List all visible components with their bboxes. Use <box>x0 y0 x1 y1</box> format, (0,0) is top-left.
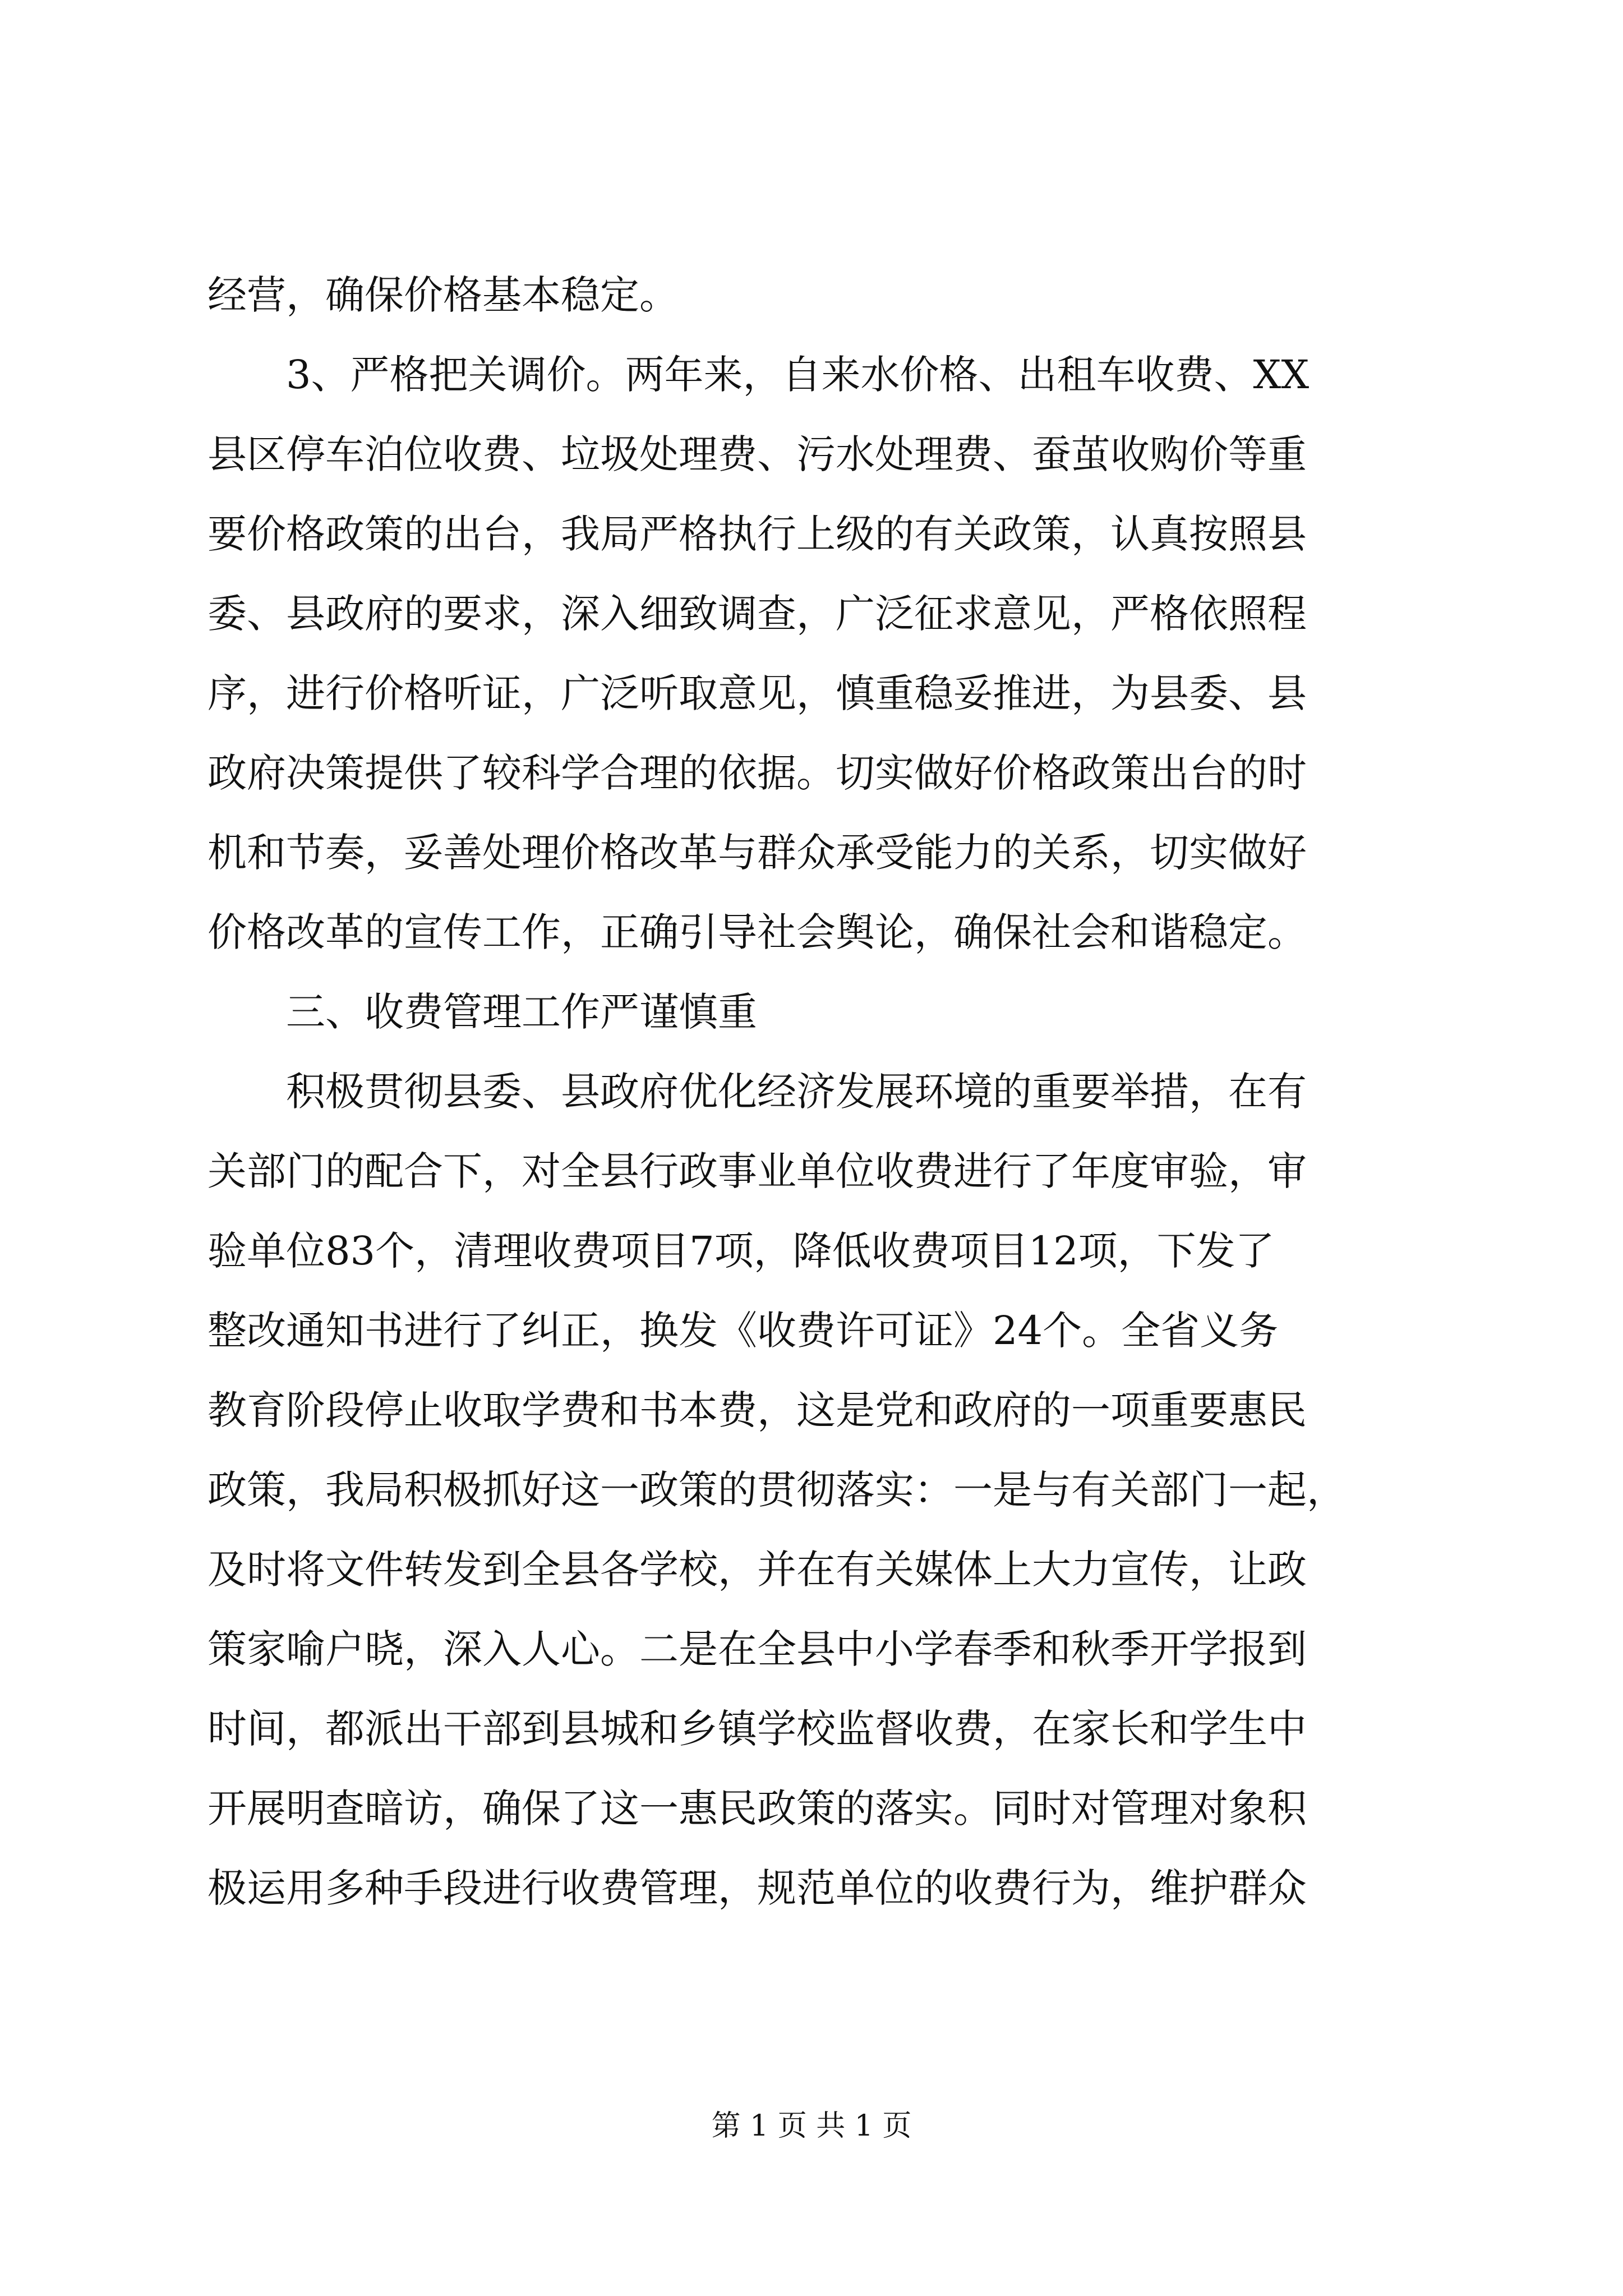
paragraph-line: 政府决策提供了较科学合理的依据。切实做好价格政策出台的时 <box>208 750 1307 796</box>
section-heading: 三、收费管理工作严谨慎重 <box>286 989 757 1035</box>
page-number-footer: 第 1 页 共 1 页 <box>711 2109 912 2143</box>
paragraph-line: 关部门的配合下，对全县行政事业单位收费进行了年度审验，审 <box>208 1148 1307 1194</box>
paragraph-line: 序，进行价格听证，广泛听取意见，慎重稳妥推进，为县委、县 <box>208 670 1307 716</box>
paragraph-line: 验单位83个，清理收费项目7项，降低收费项目12项，下发了 <box>208 1228 1275 1274</box>
paragraph-line: 教育阶段停止收取学费和书本费，这是党和政府的一项重要惠民 <box>208 1387 1307 1433</box>
paragraph-line: 价格改革的宣传工作，正确引导社会舆论，确保社会和谐稳定。 <box>208 909 1307 955</box>
paragraph-line: 要价格政策的出台，我局严格执行上级的有关政策，认真按照县 <box>208 511 1307 557</box>
paragraph-line: 政策，我局积极抓好这一政策的贯彻落实：一是与有关部门一起， <box>208 1467 1346 1513</box>
paragraph-line: 整改通知书进行了纠正，换发《收费许可证》24个。全省义务 <box>208 1308 1279 1354</box>
paragraph-line: 机和节奏，妥善处理价格改革与群众承受能力的关系，切实做好 <box>208 830 1307 876</box>
paragraph-line: 县区停车泊位收费、垃圾处理费、污水处理费、蚕茧收购价等重 <box>208 431 1307 477</box>
paragraph-line: 及时将文件转发到全县各学校，并在有关媒体上大力宣传，让政 <box>208 1547 1307 1593</box>
paragraph-line: 积极贯彻县委、县政府优化经济发展环境的重要举措，在有 <box>286 1069 1307 1115</box>
paragraph-line: 3、严格把关调价。两年来，自来水价格、出租车收费、XX <box>286 352 1310 398</box>
paragraph-line: 委、县政府的要求，深入细致调查，广泛征求意见，严格依照程 <box>208 591 1307 637</box>
document-body <box>208 255 1430 1928</box>
paragraph-line: 时间，都派出干部到县城和乡镇学校监督收费，在家长和学生中 <box>208 1706 1307 1752</box>
paragraph-line: 开展明查暗访，确保了这一惠民政策的落实。同时对管理对象积 <box>208 1786 1307 1832</box>
paragraph-line: 策家喻户晓，深入人心。二是在全县中小学春季和秋季开学报到 <box>208 1626 1307 1672</box>
paragraph-line: 经营，确保价格基本稳定。 <box>208 272 679 318</box>
paragraph-line: 极运用多种手段进行收费管理，规范单位的收费行为，维护群众 <box>208 1865 1307 1911</box>
